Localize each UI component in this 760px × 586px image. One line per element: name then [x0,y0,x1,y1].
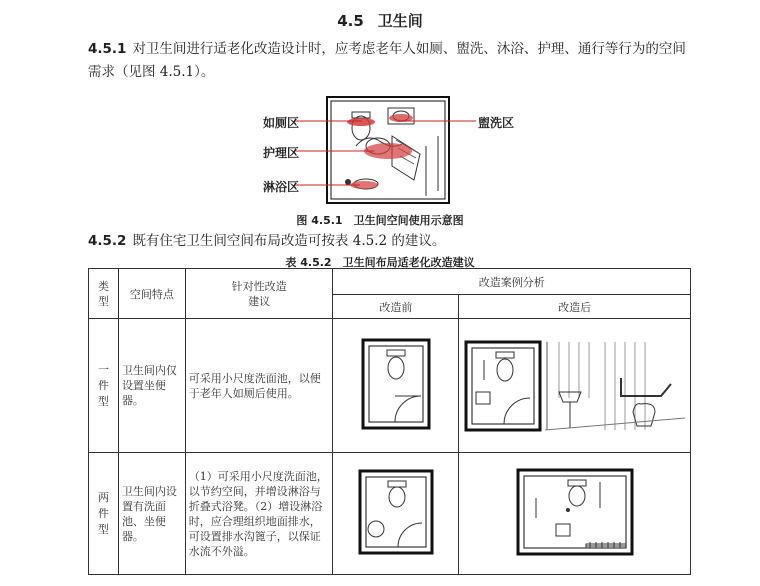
figure-caption: 图 4.5.1 卫生间空间使用示意图 [296,214,464,227]
after-plan-1 [459,319,691,453]
before-plan-1 [333,319,459,453]
table-caption: 表 4.5.2 卫生间布局适老化改造建议 [285,256,475,269]
plan-after-two [516,468,634,556]
plan-before-one [361,338,431,430]
row-type: 两件型 [89,453,119,575]
label-wash-zone: 盥洗区 [478,116,515,130]
label-toilet-zone: 如厕区 [263,116,300,130]
before-plan-2 [333,453,459,575]
header-advice: 针对性改造建议 [185,269,333,319]
label-care-zone: 护理区 [263,146,300,160]
clause-text: 既有住宅卫生间空间布局改造可按表 4.5.2 的建议。 [132,233,446,249]
header-analysis: 改造案例分析 [333,269,691,295]
row-advice: 可采用小尺度洗面池，以便于老年人如厕后使用。 [185,319,333,453]
row-feature: 卫生间内设置有洗面池、坐便器。 [118,453,185,575]
plan-before-two [358,469,434,555]
perspective-after-one [545,338,685,434]
section-number: 4.5 [337,12,364,30]
plan-after-one [464,340,542,432]
clause-text: 对卫生间进行适老化改造设计时，应考虑老年人如厕、盥洗、沐浴、护理、通行等行为的空间需求（见图 4.5.1）。 [88,41,686,80]
row-feature: 卫生间内仅设置坐便器。 [118,319,185,453]
header-after: 改造后 [459,295,691,319]
clause-number: 4.5.1 [88,41,127,57]
clause-number: 4.5.2 [88,233,127,249]
header-type: 类型 [89,269,119,319]
section-title-text: 卫生间 [377,12,423,30]
label-shower-zone: 淋浴区 [263,180,300,194]
row-advice: （1）可采用小尺度洗面池，以节约空间，并增设淋浴与折叠式浴凳。（2）增设淋浴时，应合理组织地面排水，可设置排水沟篦子，以保证水流不外溢。 [185,453,333,575]
paragraph-4-5-1 [88,38,688,84]
leader-lines [290,100,510,200]
table-row [89,453,691,575]
header-feature: 空间特点 [118,269,185,319]
renovation-table [88,268,691,575]
table-row [89,319,691,453]
section-title [0,10,760,31]
row-type: 一件型 [89,319,119,453]
after-plan-2 [459,453,691,575]
header-before: 改造前 [333,295,459,319]
paragraph-4-5-2 [88,230,688,253]
